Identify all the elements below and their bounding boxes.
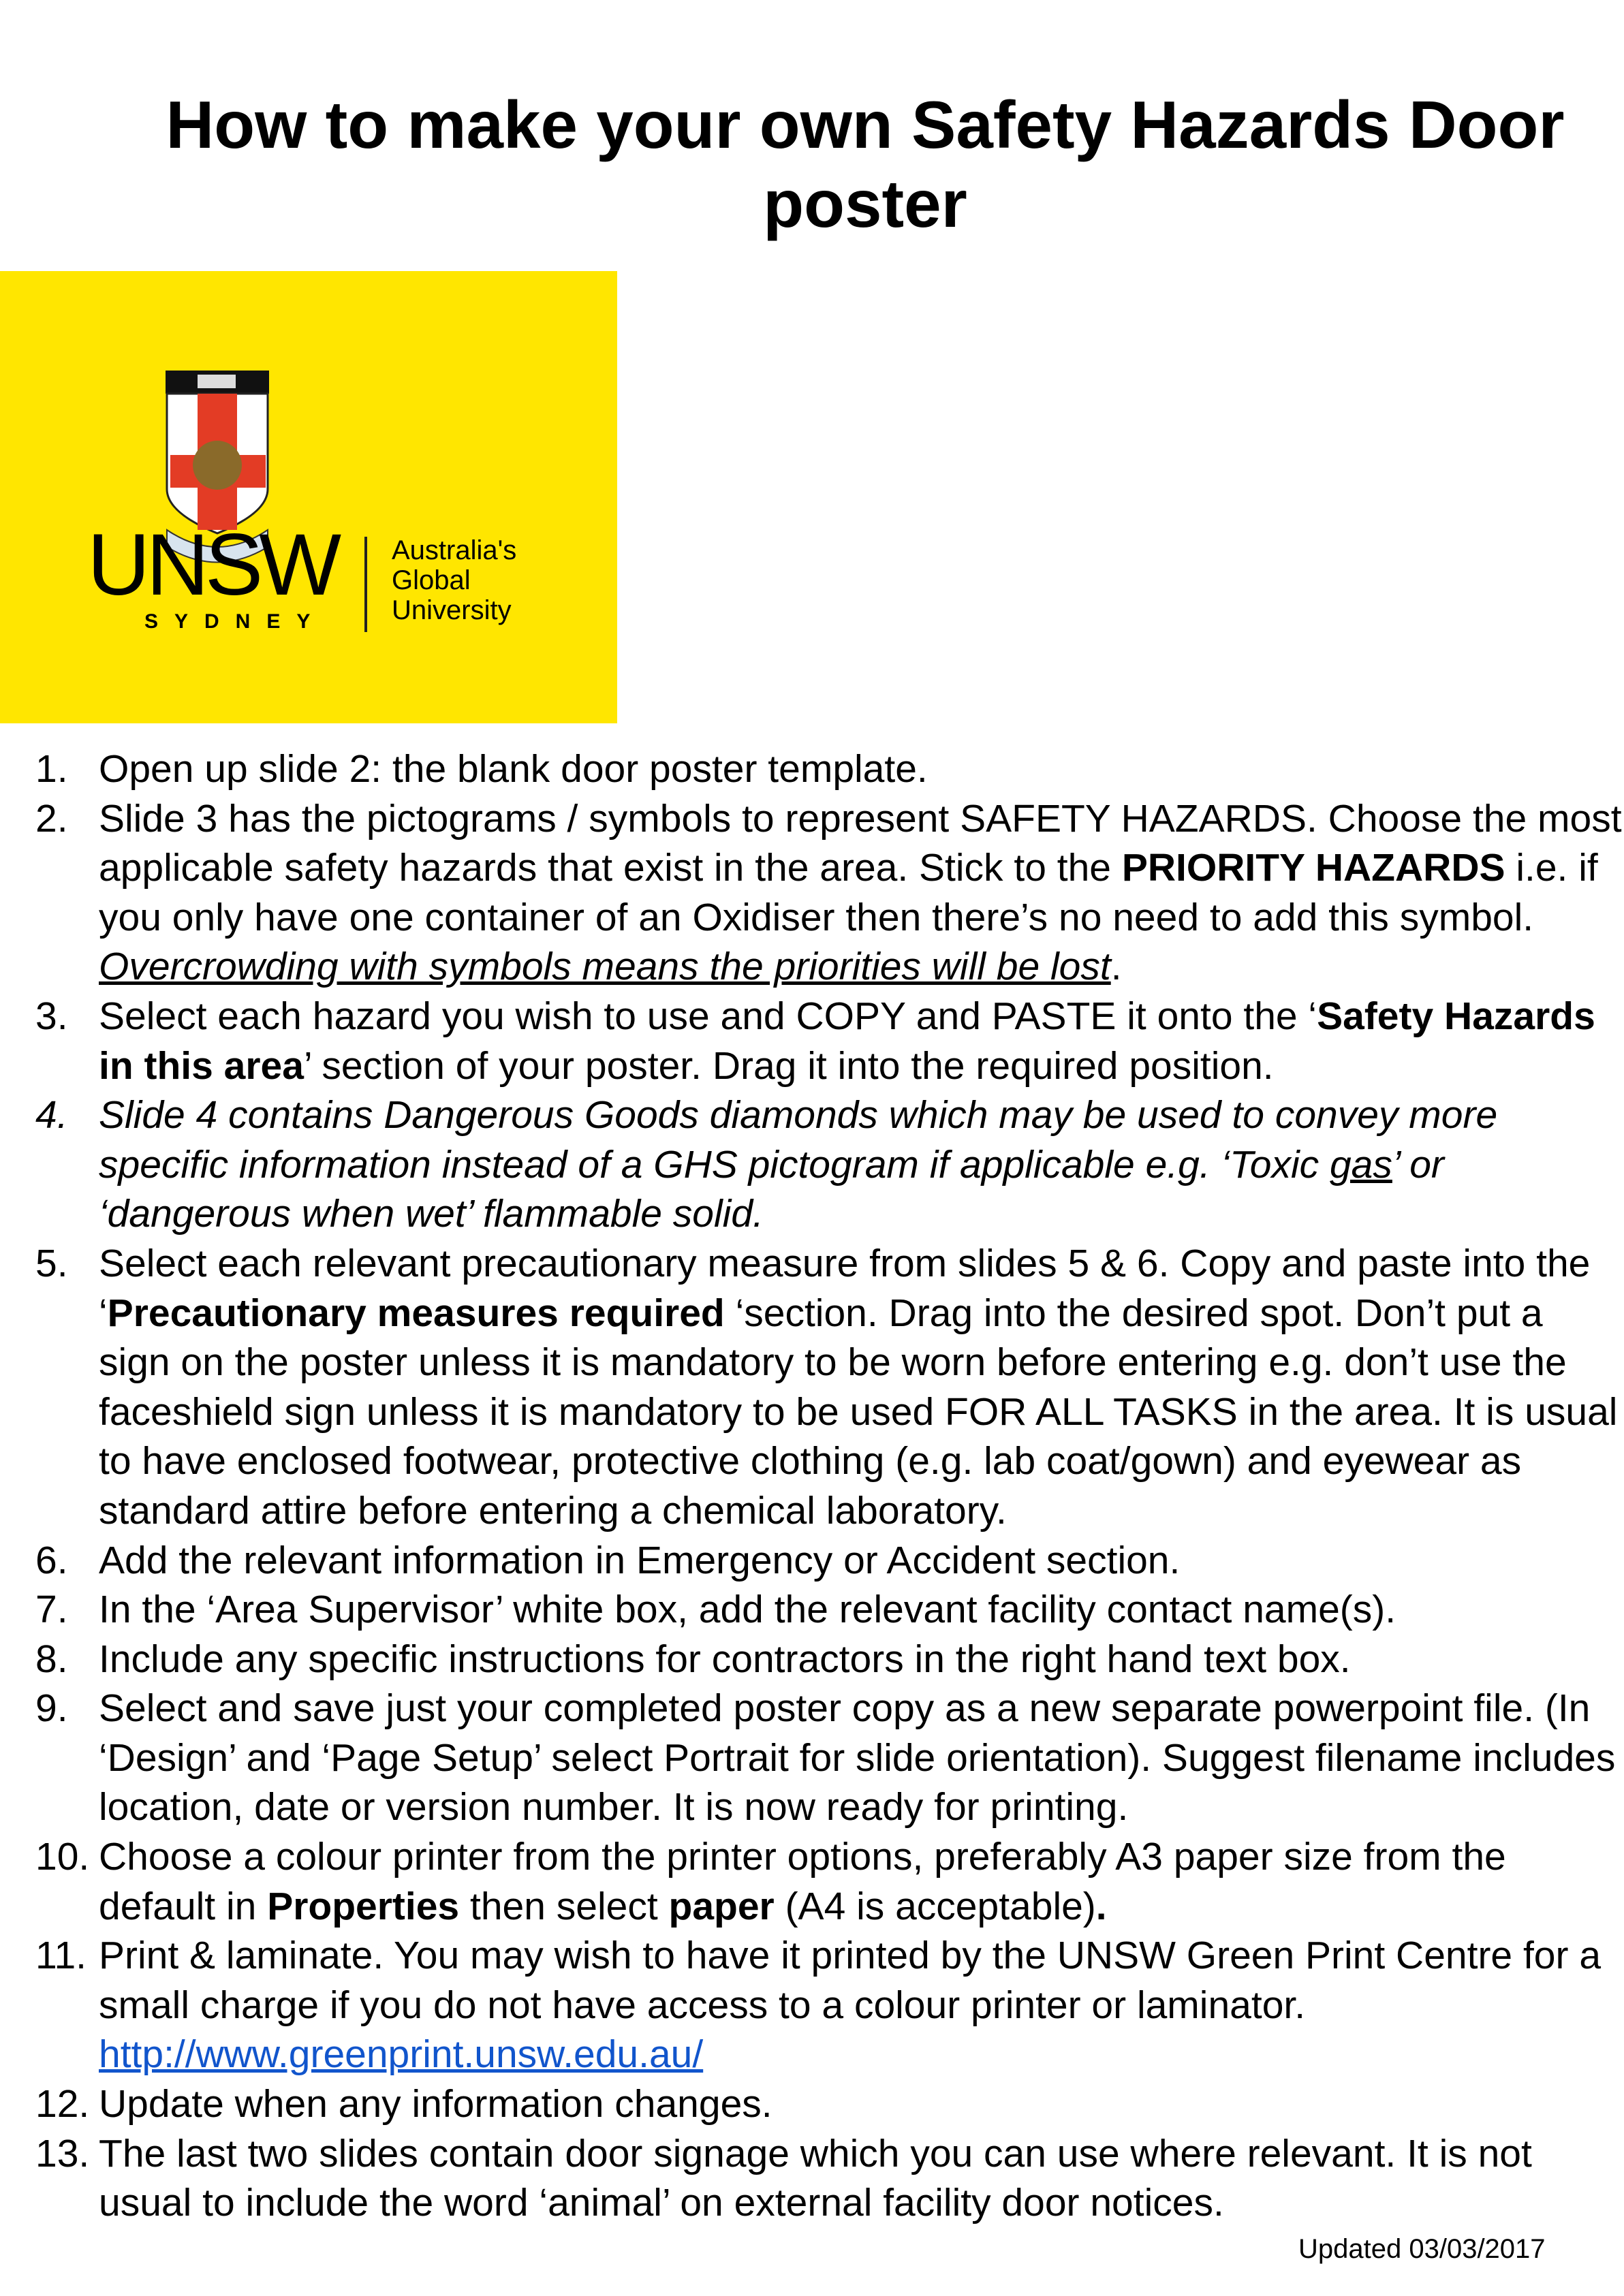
step-text: Update when any information changes. <box>99 2082 772 2126</box>
list-number: 7. <box>35 1588 68 1632</box>
step-text: Slide 4 contains Dangerous Goods diamonds which may be used to convey more specific information instead of a GHS pictogram if applicable e.g. ‘Toxic <box>99 1093 1498 1186</box>
unsw-logo <box>0 271 617 723</box>
updated-date: Updated 03/03/2017 <box>1298 2234 1546 2264</box>
unsw-crest-icon <box>0 271 617 723</box>
step-text: Choose a colour printer from the printer options, preferably A3 paper size from the default in <box>99 1835 1506 1928</box>
list-item <box>35 744 1623 794</box>
list-number: 2. <box>35 796 68 840</box>
logo-divider <box>364 537 367 632</box>
list-item <box>35 992 1623 1090</box>
step-text: . <box>1095 1884 1107 1928</box>
step-text: Precautionary measures required <box>107 1291 725 1335</box>
list-number: 6. <box>35 1538 68 1582</box>
list-item <box>35 1931 1623 2079</box>
list-item <box>35 2129 1623 2228</box>
list-number: 11. <box>35 1934 87 1978</box>
greenprint-link[interactable]: http://www.greenprint.unsw.edu.au/ <box>99 2032 704 2077</box>
logo-wordmark: UNSW <box>87 516 338 614</box>
list-number: 9. <box>35 1686 68 1731</box>
list-number: 5. <box>35 1241 68 1285</box>
step-text: Properties <box>267 1884 460 1928</box>
step-text: Select each hazard you wish to use and COPY and PASTE it onto the ‘ <box>99 994 1317 1038</box>
step-text: i.e. if you only have one container of an Oxidiser then there’s no need to add this symbol. <box>99 846 1598 939</box>
list-item <box>35 1832 1623 1931</box>
step-text: gas <box>1329 1142 1392 1186</box>
step-text: Overcrowding with symbols means the priorities will be lost <box>99 945 1111 989</box>
instructions-list <box>35 744 1623 2228</box>
step-text: Print & laminate. You may wish to have it printed by the UNSW Green Print Centre for a small charge if you do not have access to a colour printer or laminator. <box>99 1934 1602 2027</box>
list-number: 1. <box>35 747 68 791</box>
logo-tagline-3: University <box>392 595 512 625</box>
logo-tagline-1: Australia's <box>392 535 517 565</box>
list-number: 13. <box>35 2131 90 2175</box>
list-item <box>35 1090 1623 1239</box>
list-item <box>35 2079 1623 2129</box>
step-text: PRIORITY HAZARDS <box>1121 846 1505 890</box>
list-number: 10. <box>35 1835 90 1879</box>
step-text: Slide 3 has the pictograms / symbols to represent SAFETY HAZARDS. Choose the most applicable safety hazards that exist in the area. Stick to the <box>99 796 1622 890</box>
logo-tagline-2: Global <box>392 565 471 595</box>
step-text: Safety Hazards in this area <box>99 994 1595 1088</box>
list-number: 12. <box>35 2082 90 2126</box>
list-item <box>35 1239 1623 1536</box>
step-text: (A4 is acceptable) <box>774 1884 1096 1928</box>
step-text: then select <box>459 1884 669 1928</box>
list-item <box>35 1536 1623 1586</box>
list-number: 3. <box>35 994 68 1038</box>
step-text: Select each relevant precautionary measure from slides 5 & 6. Copy and paste into the ‘ <box>99 1241 1591 1335</box>
step-text: ’ or ‘dangerous when wet’ flammable solid. <box>99 1142 1444 1236</box>
logo-sub: SYDNEY <box>144 610 327 633</box>
step-text: Select and save just your completed poster copy as a new separate powerpoint file. (In ‘Design’ and ‘Page Setup’ select Portrait for slide orientation). Suggest filename includes location, date or version number. It is now ready for printing. <box>99 1686 1616 1829</box>
step-text: The last two slides contain door signage which you can use where relevant. It is not usual to include the word ‘animal’ on external facility door notices. <box>99 2131 1532 2225</box>
step-text: Include any specific instructions for contractors in the right hand text box. <box>99 1637 1351 1681</box>
step-text: ’ section of your poster. Drag it into the required position. <box>303 1043 1274 1088</box>
list-number: 4. <box>35 1093 68 1137</box>
step-text: Add the relevant information in Emergency or Accident section. <box>99 1538 1181 1582</box>
step-text: paper <box>668 1884 775 1928</box>
list-number: 8. <box>35 1637 68 1681</box>
list-item <box>35 1585 1623 1635</box>
list-item <box>35 1635 1623 1684</box>
page-title: How to make your own Safety Hazards Door poster <box>166 87 1565 241</box>
step-text: ‘section. Drag into the desired spot. Don’t put a sign on the poster unless it is mandatory to be worn before entering e.g. don’t use the faceshield sign unless it is mandatory to be used FOR ALL TASKS in the area. It is usual to have enclosed footwear, protective clothing (e.g. lab coat/gown) and eyewear as standard attire before entering a chemical laboratory. <box>99 1291 1618 1532</box>
step-text: Open up slide 2: the blank door poster template. <box>99 747 928 791</box>
step-text: In the ‘Area Supervisor’ white box, add the relevant facility contact name(s). <box>99 1588 1396 1632</box>
list-item <box>35 794 1623 992</box>
step-text: . <box>1110 945 1122 989</box>
list-item <box>35 1684 1623 1832</box>
